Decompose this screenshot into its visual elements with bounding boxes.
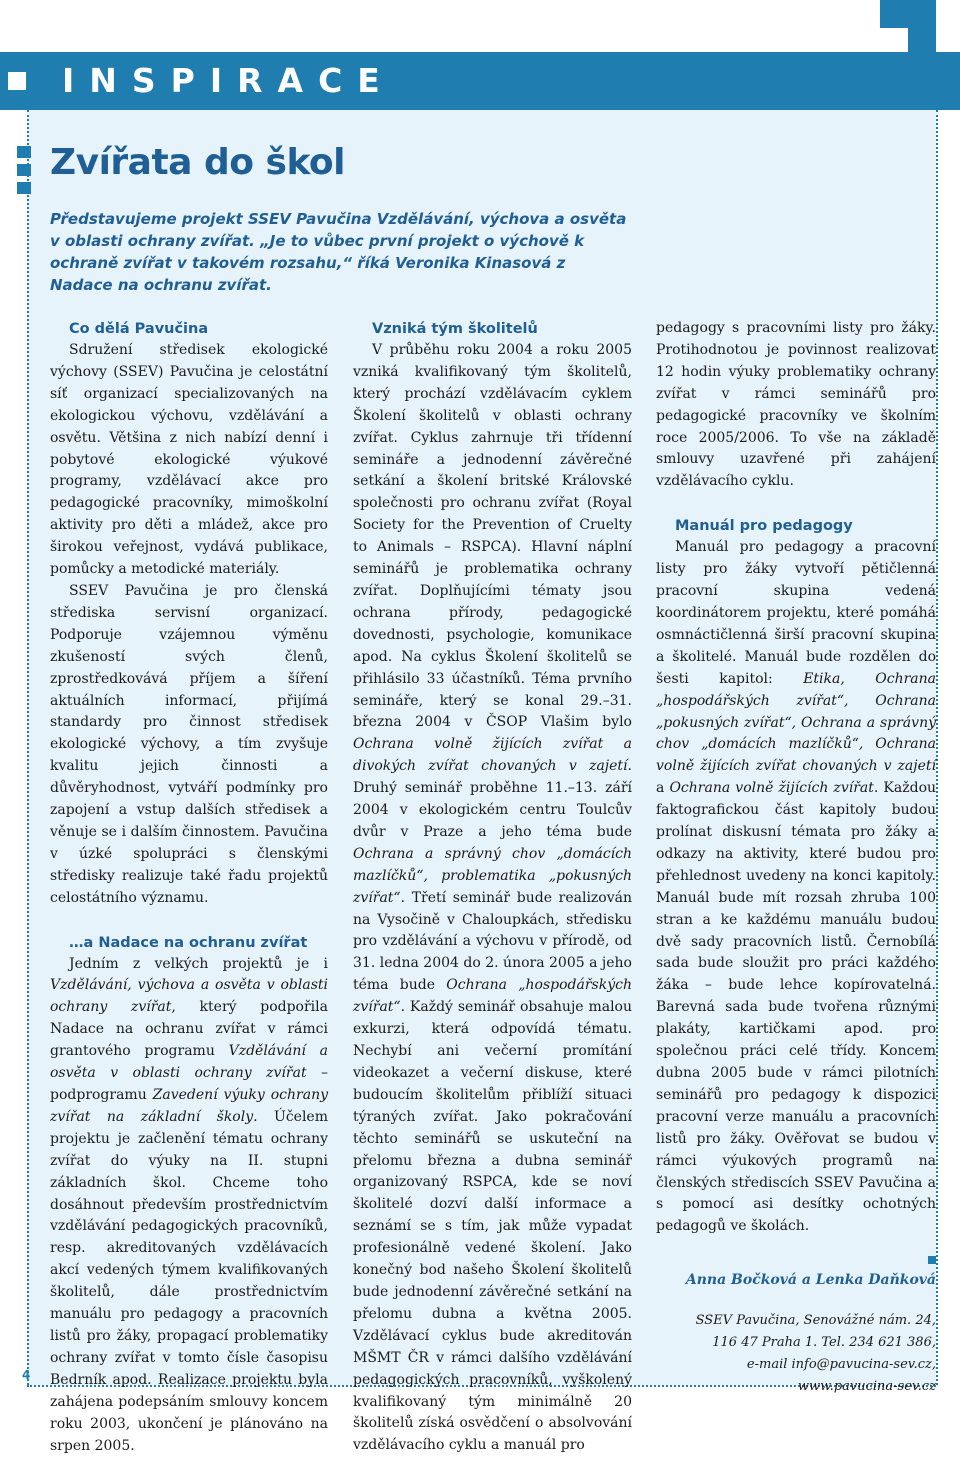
- article-author: Anna Bočková a Lenka Daňková: [685, 1272, 936, 1289]
- subheading: Manuál pro pedagogy: [675, 518, 853, 535]
- decor-square: [908, 0, 936, 52]
- paragraph: V průběhu roku 2004 a roku 2005 vzniká kvalifikovaný tým školitelů, který prochází vzdělávacím cyklem Školení školitelů v oblasti ochrany zvířat. Cyklus zahrnuje tři třídenní semináře a jednodenní závěrečné setkání a školení britské Královské společnosti pro ochranu zvířat (Royal Society for the Prevention of Cruelty to Animals – RSPCA). Hlavní náplní seminářů je problematika ochrany zvířat. Doplňujícími tématy jsou ochrana přírody, pedagogické dovednosti, psychologie, komunikace apod. Na cyklus Školení školitelů se přihlásilo 33 účastníků. Téma prvního semináře, který se konal 29.–31. března 2004 v ČSOP Vlašim bylo Ochrana volně žijících zvířat a divokých zvířat chovaných v zajetí. Druhý seminář proběhne 11.–13. září 2004 v ekologickém centru Toulcův dvůr v Praze a jeho téma bude Ochrana a správný chov „domácích mazlíčků“, problematika „pokusných zvířat“. Třetí seminář bude realizován na Vysočině v Chaloupkách, středisku pro vzdělávání a výchovu v přírodě, od 31. ledna 2004 do 2. února 2005 a jeho téma bude Ochrana „hospodářských zvířat“. Každý seminář obsahuje malou exkurzi, která odpovídá tématu. Nechybí ani večerní promítání videokazet a večerní diskuse, které budoucím školitelům přiblíží situaci týraných zvířat. Jako pokračování těchto seminářů se uskuteční na přelomu března a dubna seminář organizovaný RSPCA, kde se noví školitelé dozví další informace a seznámí se s tím, jak může vypadat profesionálně vedené školení. Jako konečný bod našeho Školení školitelů bude jednodenní závěrečné setkání na přelomu dubna a května 2005. Vzdělávací cyklus bude akreditován MŠMT ČR v rámci dalšího vzdělávání pedagogických pracovníků, vyškolený kvalifikovaný tým minimálně 20 školitelů získá osvědčení o absolvování vzdělávacího cyklu a manuál pro: [353, 342, 632, 1454]
- end-mark-square: [928, 1256, 936, 1264]
- column-3: [656, 318, 936, 1398]
- email-link[interactable]: e-mail info@pavucina-sev.cz,: [746, 1357, 936, 1373]
- article-title: Zvířata do škol: [50, 142, 346, 183]
- subheading: Co dělá Pavučina: [69, 321, 209, 337]
- paragraph: pedagogy s pracovními listy pro žáky. Protihodnotou je povinnost realizovat 12 hodin výuky problematiky ochrany zvířat v rámci seminářů pro pedagogické pracovníky ve školním roce 2005/2006. To vše na základě smlouvy uzavřené při zahájení vzdělávacího cyklu.: [656, 320, 936, 490]
- section-header-square: [8, 72, 26, 90]
- subheading: Vzniká tým školitelů: [372, 321, 538, 337]
- paragraph: SSEV Pavučina je pro členská střediska servisní organizací. Podporuje vzájemnou výměnu zkušeností svých členů, zprostředkovává příjem a šíření aktuálních informací, přijímá standardy pro činnost středisek ekologické výchovy, a tím zvyšuje kvalitu jejich činnosti a důvěryhodnost, vytváří podmínky pro zapojení a vstup dalších středisek a věnuje se i dalším činnostem. Pavučina v úzké spolupráci s členskými středisky realizuje také řadu projektů celostátního významu.: [50, 582, 328, 906]
- dotted-border-right: [936, 110, 938, 1385]
- page-number: 4: [22, 1368, 31, 1382]
- web-link[interactable]: www.pavucina-sev.cz: [797, 1379, 936, 1395]
- side-marker-square: [17, 182, 31, 194]
- paragraph: Manuál pro pedagogy a pracovní listy pro žáky vytvoří pětičlenná pracovní skupina vedená koordinátorem projektu, které pomáhá osmnáctičlenná širší pracovní skupina a školitelé. Manuál bude rozdělen do šesti kapitol: Etika, Ochrana „hospodářských zvířat“, Ochrana „pokusných zvířat“, Ochrana a správný chov „domácích mazlíčků“, Ochrana volně žijících zvířat chovaných v zajetí a Ochrana volně žijících zvířat. Každou faktografickou část kapitoly budou prolínat diskusní témata pro žáky a odkazy na aktivity, které budou pro přehlednost uvedeny na konci kapitoly. Manuál bude mít rozsah zhruba 100 stran a ke každému manuálu budou dvě sady pracovních listů. Černobílá sada bude sloužit pro práci každého žáka – bude lehce kopírovatelná. Barevná sada bude tvořena různými plakáty, kartičkami apod. pro společnou práci celé třídy. Koncem dubna 2005 bude v rámci pilotních seminářů pro pedagogy k dispozici pracovní verze manuálu a pracovních listů pro žáky. Ověřovat se budou v rámci výukových programů na členských střediscích SSEV Pavučina a s pomocí asi desítky ochotných pedagogů ve školách.: [656, 539, 937, 1235]
- paragraph: Sdružení středisek ekologické výchovy (SSEV) Pavučina je celostátní síť organizací specializovaných na ekologickou výchovu, vzdělávání a osvětu. Většina z nich nabízí denní i pobytové ekologické výukové programy, vzdělávací akce pro pedagogické pracovníky, mimoškolní aktivity pro děti a mládež, akce pro širokou veřejnost, vydává publikace, pomůcky a metodické materiály.: [50, 342, 328, 578]
- paragraph: Jedním z velkých projektů je i Vzdělávání, výchova a osvěta v oblasti ochrany zvířat, který podpořila Nadace na ochranu zvířat v rámci grantového programu Vzdělávání a osvěta v oblasti ochrany zvířat – podprogramu Zavedení výuky ochrany zvířat na základní školy. Účelem projektu je začlenění tématu ochrany zvířat do výuky na II. stupni základních škol. Chceme toho dosáhnout především prostřednictvím vzdělávání pedagogických pracovníků, resp. akreditovaných vzdělávacích akcí vedených týmem kvalifikovaných školitelů, dále prostřednictvím manuálu pro pedagogy a pracovních listů pro žáky, propagací problematiky ochrany zvířat v tomto čísle časopisu Bedrník apod. Realizace projektu byla zahájena podepsáním smlouvy koncem roku 2003, ukončení je plánováno na srpen 2005.: [50, 955, 329, 1454]
- subheading: …a Nadace na ochranu zvířat: [69, 934, 308, 951]
- side-marker-square: [17, 146, 31, 158]
- section-title: INSPIRACE: [62, 61, 395, 100]
- article-lead: Představujeme projekt SSEV Pavučina Vzdělávání, výchova a osvěta v oblasti ochrany zvířat. „Je to vůbec první projekt o výchově k ochraně zvířat v takovém rozsahu,“ říká Veronika Kinasová z Nadace na ochranu zvířat.: [50, 210, 627, 294]
- side-marker-square: [17, 164, 31, 176]
- dotted-border-left: [27, 110, 29, 1385]
- contact-info: SSEV Pavučina, Senovážné nám. 24, 116 47 Praha 1. Tel. 234 621 386, e-mail info@pavucina-sev.cz, www.pavucina-sev.cz: [656, 1310, 936, 1398]
- section-header-bar-right: [936, 52, 960, 110]
- column-1: [50, 318, 328, 1457]
- column-2: [353, 318, 632, 1457]
